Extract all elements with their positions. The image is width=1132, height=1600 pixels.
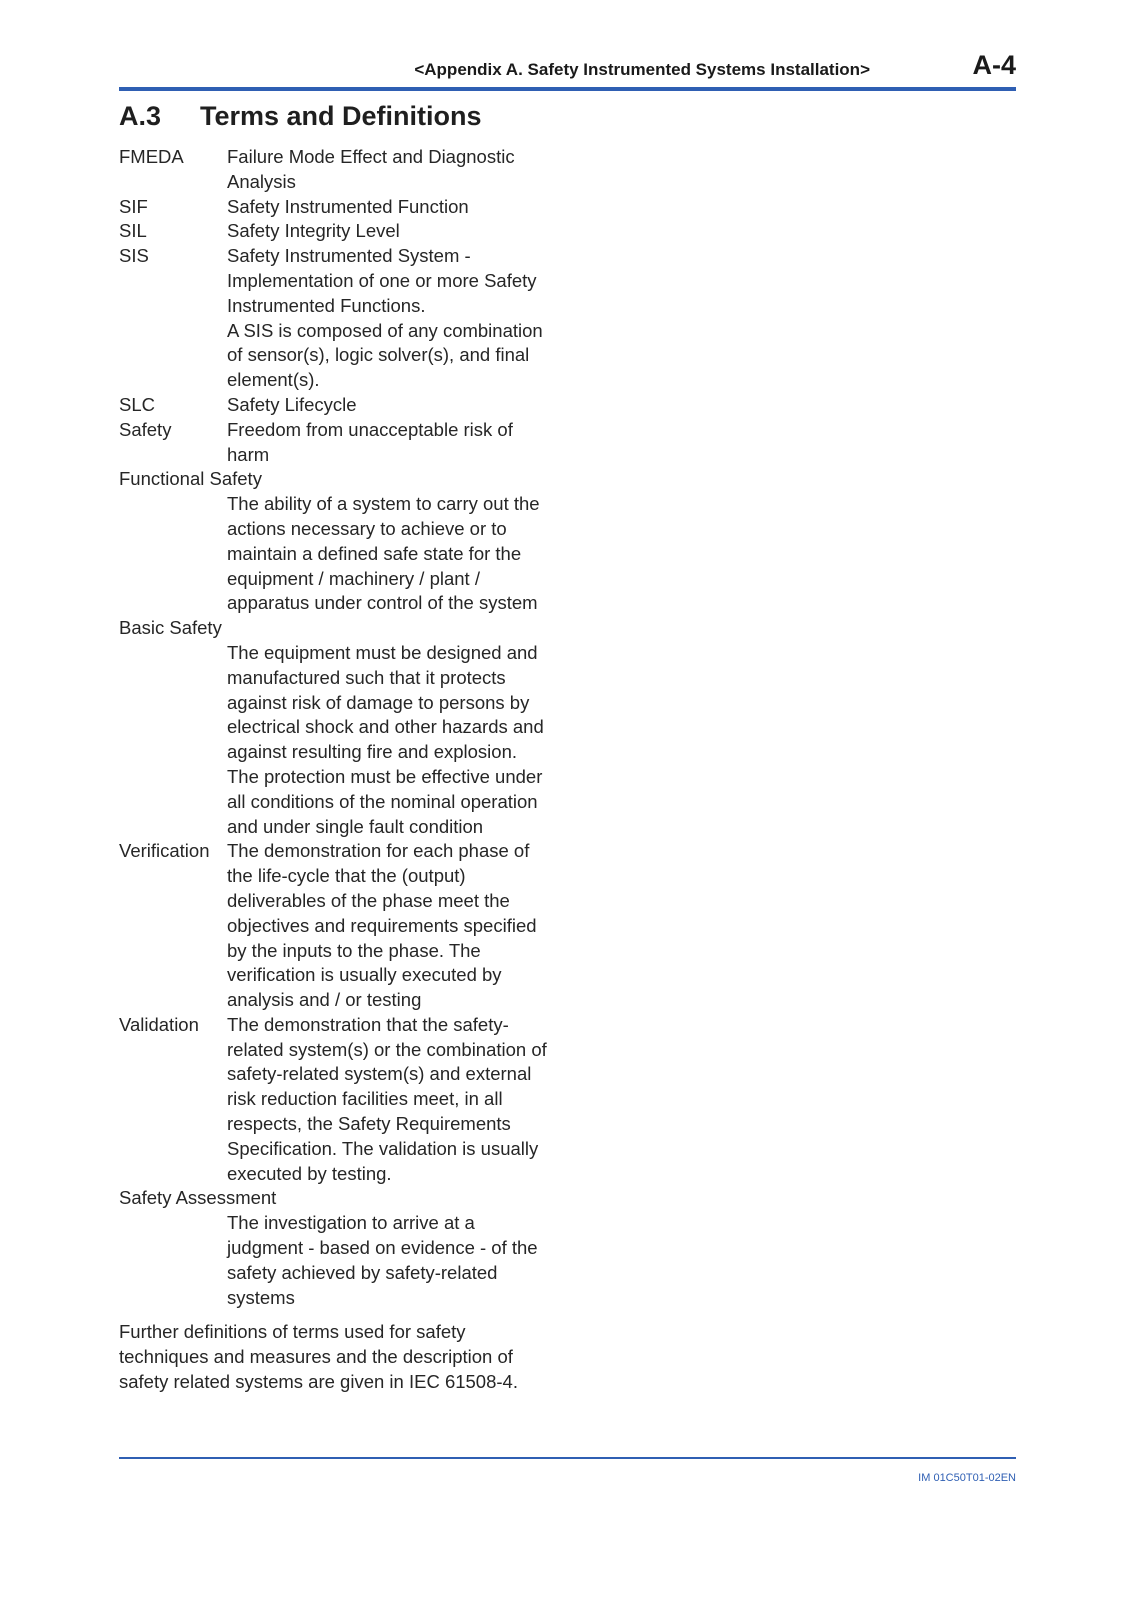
- definition-text: The demonstration for each phase of the life-cycle that the (output) deliverables of the phase meet the objectives and requirements specified by the inputs to the phase. The verification is usually executed by analysis and / or testing: [227, 840, 537, 1011]
- page-number: A-4: [972, 50, 1016, 80]
- definition-text: Safety Lifecycle: [227, 393, 357, 415]
- definition-term: SIL: [119, 220, 147, 242]
- document-code: IM 01C50T01-02EN: [918, 1472, 1016, 1484]
- definition-item: [119, 1186, 579, 1310]
- definition-item: [119, 467, 579, 616]
- definition-term: Safety Assessment: [119, 1187, 277, 1209]
- definition-text: A SIS is composed of any combination of sensor(s), logic solver(s), and final element(s).: [227, 319, 543, 391]
- definition-item: [119, 616, 579, 839]
- section-number: A.3: [119, 101, 162, 131]
- definition-item: [119, 1013, 579, 1187]
- definition-text: Freedom from unacceptable risk of harm: [227, 418, 513, 465]
- definition-term: SIF: [119, 195, 148, 217]
- definition-description: [227, 1013, 547, 1187]
- definition-item: [119, 393, 579, 418]
- definition-term: Functional Safety: [119, 468, 262, 490]
- definition-description: [227, 244, 547, 393]
- definition-item: [119, 244, 579, 393]
- definition-text: Failure Mode Effect and Diagnostic Analysis: [227, 146, 515, 192]
- section-title: Terms and Definitions: [200, 101, 482, 131]
- definition-description: [227, 195, 547, 220]
- definition-item: [119, 219, 579, 244]
- definition-description: [227, 839, 547, 1013]
- definition-description: [227, 641, 547, 839]
- definition-term: Safety: [119, 418, 172, 440]
- header-title: <Appendix A. Safety Instrumented Systems Installation>: [414, 60, 870, 79]
- definition-term: Basic Safety: [119, 617, 222, 639]
- definition-text: The investigation to arrive at a judgment - based on evidence - of the safety achieved by safety-related systems: [227, 1212, 538, 1308]
- definitions-list: [119, 145, 579, 1395]
- definition-description: [227, 393, 547, 418]
- footer-rule: [119, 1457, 1016, 1459]
- definition-text: Safety Instrumented Function: [227, 195, 469, 217]
- definition-text: The equipment must be designed and manufactured such that it protects against risk of damage to persons by electrical shock and other hazards and against resulting fire and explosion. The protection must be effective under all conditions of the nominal operation and under single fault condition: [227, 641, 544, 837]
- definition-item: [119, 418, 579, 468]
- definition-description: [227, 492, 547, 616]
- definition-item: [119, 839, 579, 1013]
- definition-term: SIS: [119, 245, 149, 267]
- definition-text: Safety Instrumented System - Implementation of one or more Safety Instrumented Functions.: [227, 245, 537, 316]
- definition-term: FMEDA: [119, 146, 184, 167]
- header-rule: [119, 87, 1016, 91]
- definition-description: [227, 219, 547, 244]
- definition-item: [119, 145, 579, 195]
- section-heading: [119, 101, 482, 132]
- closing-paragraph: Further definitions of terms used for safety techniques and measures and the description of safety related systems are given in IEC 61508-4.: [119, 1321, 518, 1393]
- definition-text: Safety Integrity Level: [227, 220, 400, 242]
- definition-term: Verification: [119, 840, 210, 862]
- definition-text: The ability of a system to carry out the actions necessary to achieve or to maintain a defined safe state for the equipment / machinery / plant / apparatus under control of the system: [227, 493, 540, 614]
- definition-item: [119, 195, 579, 220]
- definition-description: [227, 145, 547, 195]
- definition-term: SLC: [119, 393, 155, 415]
- definition-term: Validation: [119, 1013, 199, 1035]
- page-header: [119, 50, 1016, 90]
- definition-description: [227, 1211, 547, 1310]
- definition-description: [227, 418, 547, 468]
- definition-text: The demonstration that the safety-related system(s) or the combination of safety-related system(s) and external risk reduction facilities meet, in all respects, the Safety Requirements Specification. The validation is usually executed by testing.: [227, 1013, 547, 1184]
